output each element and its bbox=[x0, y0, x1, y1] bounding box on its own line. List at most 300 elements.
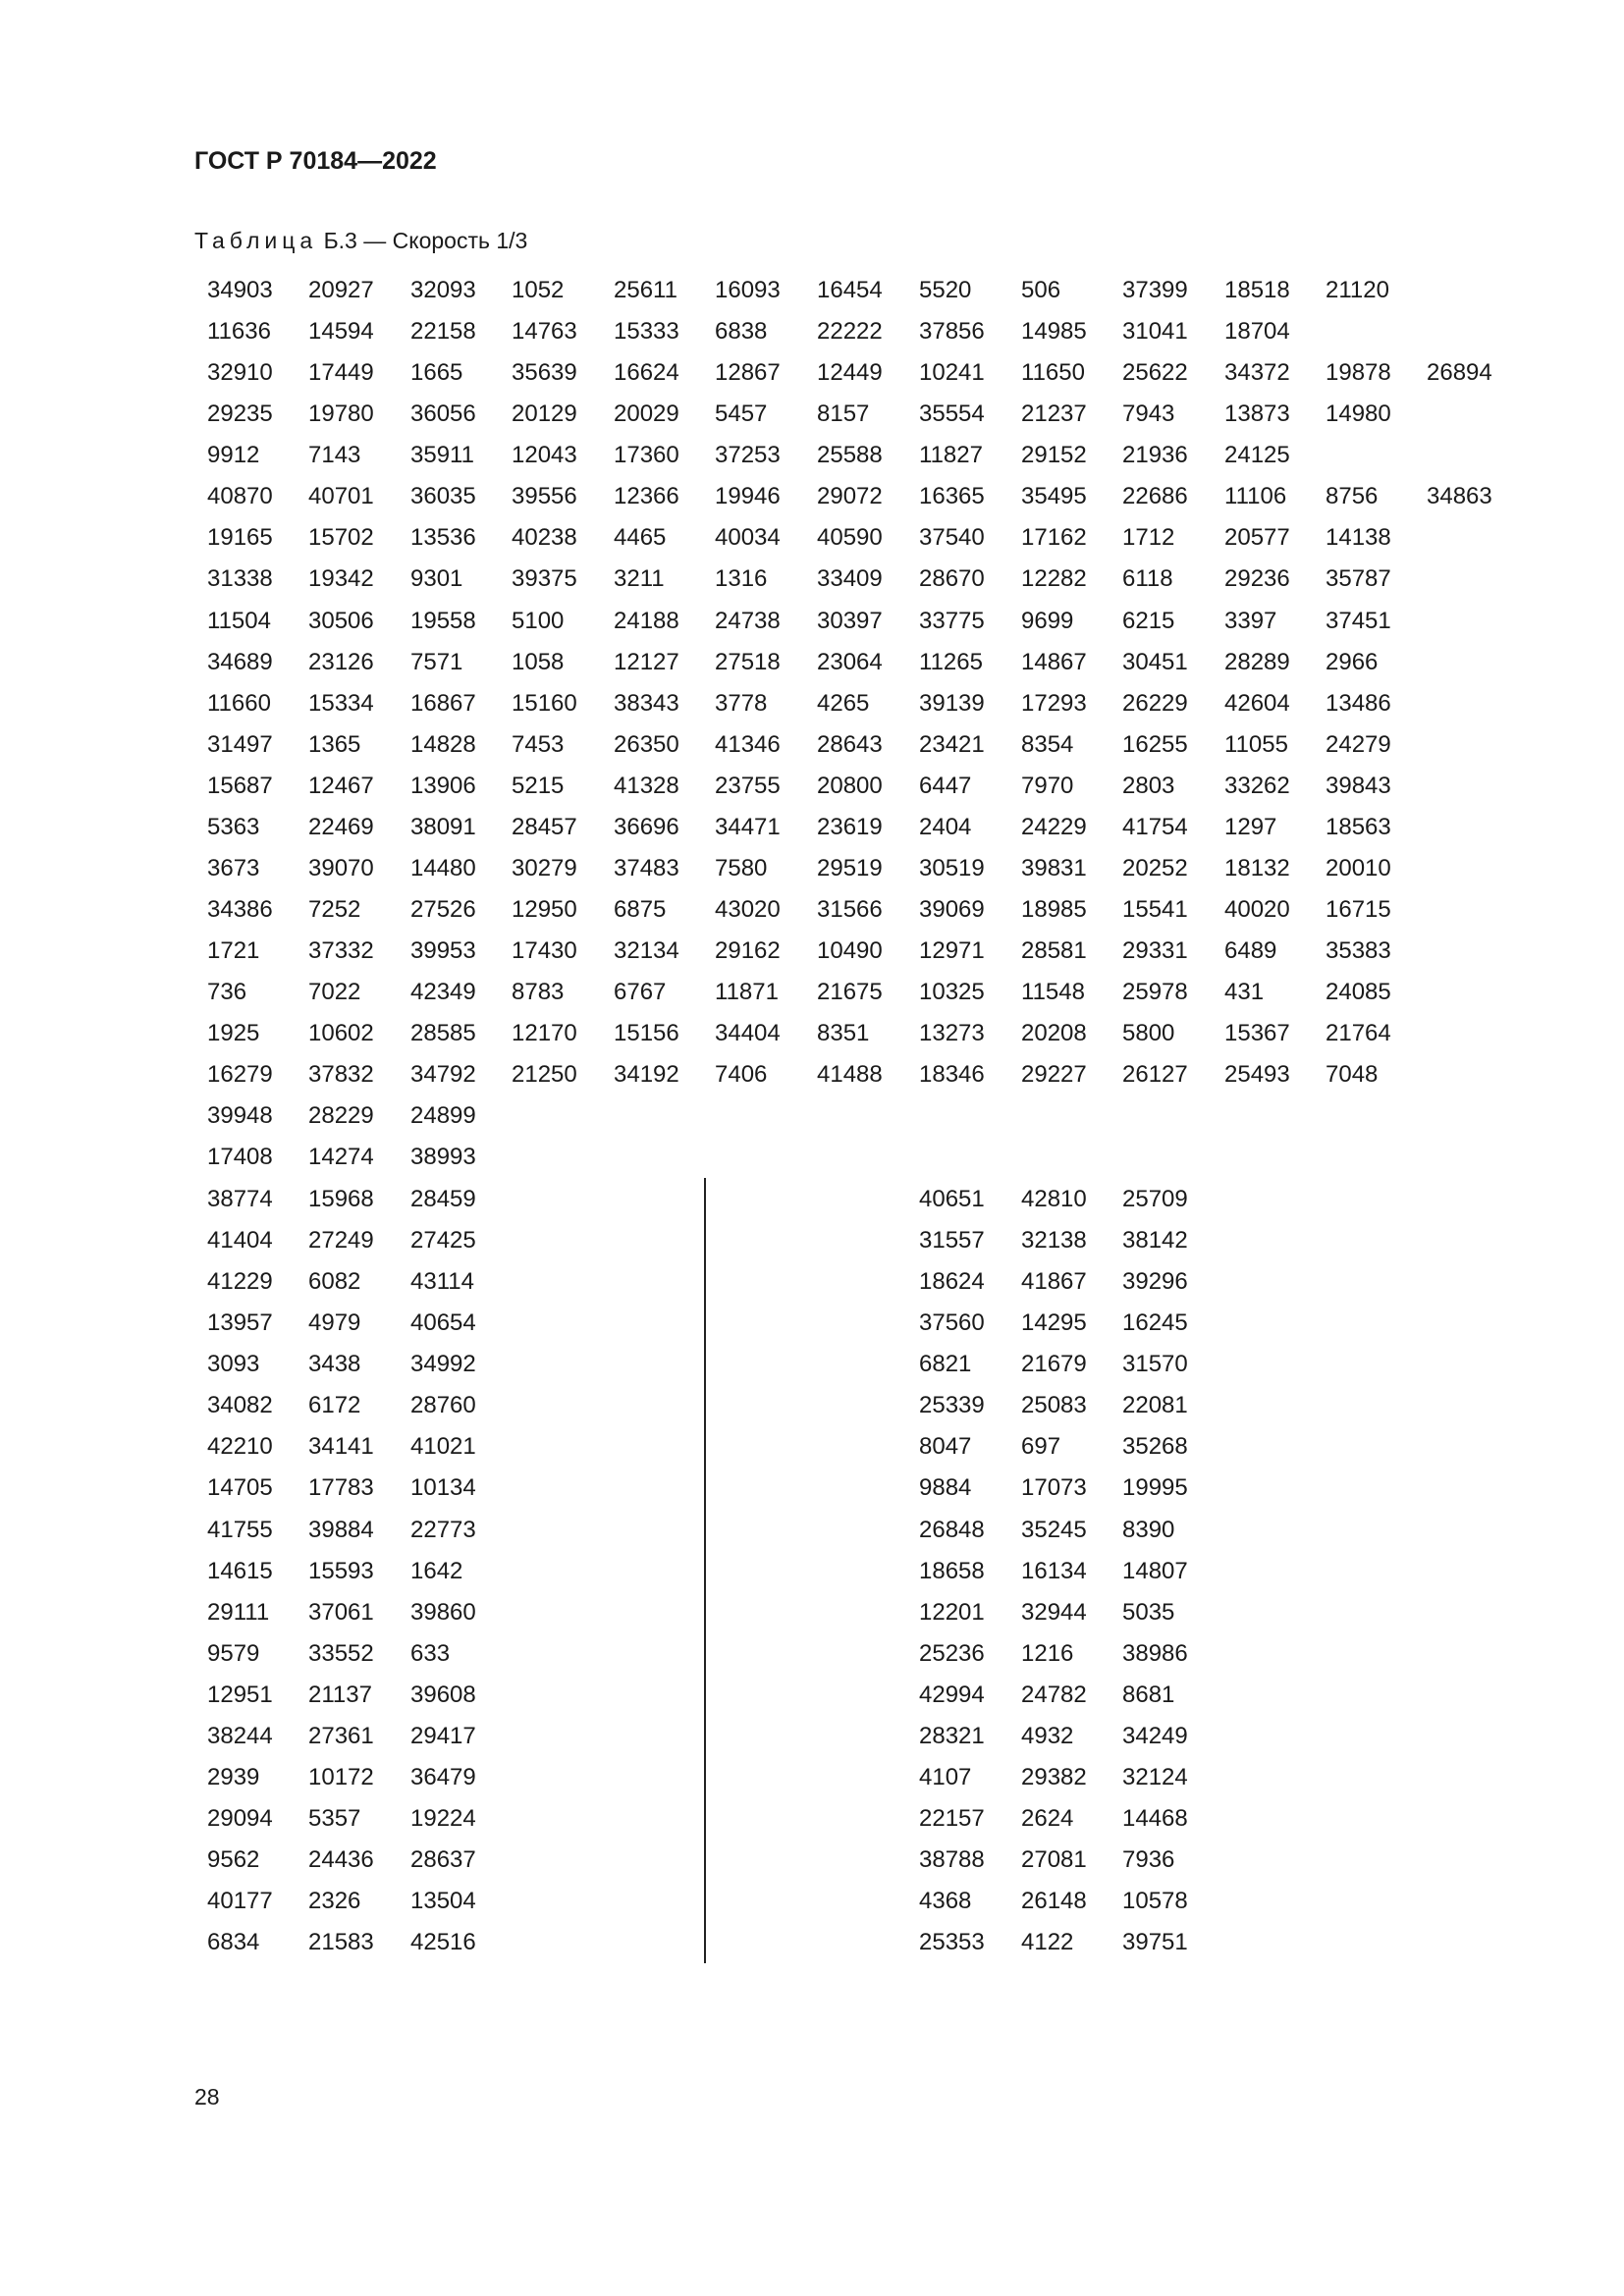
table-upper-cell: 36696 bbox=[614, 813, 679, 840]
table-upper-cell: 20927 bbox=[308, 277, 374, 303]
table-lower-left-cell: 17783 bbox=[308, 1474, 374, 1502]
table-upper-cell: 12170 bbox=[512, 1020, 577, 1047]
table-upper-cell: 26894 bbox=[1427, 359, 1492, 387]
table-upper-cell: 25978 bbox=[1122, 979, 1188, 1006]
table-upper-cell: 22469 bbox=[308, 813, 374, 840]
table-upper-row bbox=[0, 564, 1624, 594]
table-upper-cell: 10241 bbox=[919, 359, 985, 387]
table-lower-right-row bbox=[0, 1639, 1624, 1669]
table-upper-cell: 11055 bbox=[1224, 730, 1288, 758]
table-upper-cell: 30506 bbox=[308, 607, 374, 634]
table-lower-right-cell: 9884 bbox=[919, 1474, 972, 1502]
table-upper-cell: 14867 bbox=[1021, 648, 1087, 675]
table-upper-cell: 34863 bbox=[1427, 483, 1492, 510]
table-upper-cell: 3397 bbox=[1224, 607, 1277, 634]
table-upper-cell: 39070 bbox=[308, 854, 374, 881]
table-upper-cell: 31338 bbox=[207, 565, 273, 593]
table-upper-cell: 1721 bbox=[207, 937, 260, 965]
table-lower-left-cell: 4979 bbox=[308, 1309, 361, 1337]
table-upper-cell: 29152 bbox=[1021, 442, 1087, 469]
table-upper-cell: 18518 bbox=[1224, 277, 1290, 303]
table-upper-cell: 37856 bbox=[919, 318, 985, 346]
table-upper-cell: 10602 bbox=[308, 1020, 374, 1047]
table-upper-cell: 20800 bbox=[817, 772, 883, 799]
table-lower-right-cell: 41867 bbox=[1021, 1268, 1087, 1296]
table-upper-row bbox=[0, 813, 1624, 842]
table-upper-cell: 31041 bbox=[1122, 318, 1188, 346]
table-upper-cell: 7048 bbox=[1326, 1061, 1379, 1089]
table-lower-right-row bbox=[0, 1516, 1624, 1545]
table-upper-cell: 8354 bbox=[1021, 730, 1074, 758]
table-upper-cell: 31566 bbox=[817, 896, 883, 924]
table-lower-right-row bbox=[0, 1308, 1624, 1338]
table-lower-right-cell: 21679 bbox=[1021, 1351, 1087, 1378]
table-caption-label: Таблица bbox=[194, 228, 318, 253]
table-upper-cell: 19342 bbox=[308, 565, 374, 593]
table-upper-cell: 7252 bbox=[308, 896, 361, 924]
table-lower-right-cell: 32944 bbox=[1021, 1598, 1087, 1626]
table-upper-cell: 20029 bbox=[614, 400, 679, 428]
table-upper-cell: 4465 bbox=[614, 524, 667, 552]
table-upper-cell: 19558 bbox=[410, 607, 476, 634]
table-upper-cell: 37332 bbox=[308, 937, 374, 965]
table-lower-left-cell: 43114 bbox=[410, 1268, 474, 1296]
table-caption bbox=[194, 228, 527, 254]
table-lower-left-cell: 13504 bbox=[410, 1888, 476, 1915]
table-lower-right-cell: 25709 bbox=[1122, 1186, 1188, 1212]
table-lower-left-cell: 6082 bbox=[308, 1268, 361, 1296]
table-upper-cell: 32134 bbox=[614, 937, 679, 965]
table-upper-cell: 30279 bbox=[512, 854, 577, 881]
table-upper-cell: 39069 bbox=[919, 896, 985, 924]
table-upper-cell: 34792 bbox=[410, 1061, 476, 1089]
table-upper-cell: 20010 bbox=[1326, 854, 1391, 881]
table-upper-cell: 14274 bbox=[308, 1144, 374, 1171]
table-lower-left-cell: 38244 bbox=[207, 1722, 273, 1749]
table-upper-cell: 7453 bbox=[512, 730, 565, 758]
table-lower-right-cell: 25236 bbox=[919, 1639, 985, 1667]
table-upper-cell: 34689 bbox=[207, 648, 273, 675]
table-lower-right-cell: 17073 bbox=[1021, 1474, 1087, 1502]
table-lower-right-row bbox=[0, 1226, 1624, 1255]
table-upper-cell: 37399 bbox=[1122, 277, 1188, 303]
table-upper-cell: 14594 bbox=[308, 318, 374, 346]
table-upper-cell: 3673 bbox=[207, 854, 260, 881]
table-upper-cell: 2404 bbox=[919, 813, 972, 840]
table-upper-cell: 11871 bbox=[715, 979, 779, 1006]
table-lower-right-row bbox=[0, 1804, 1624, 1834]
table-lower-left-cell: 40654 bbox=[410, 1309, 476, 1337]
table-upper-cell: 11548 bbox=[1021, 979, 1085, 1006]
table-upper-cell: 1058 bbox=[512, 648, 565, 675]
table-upper-cell: 42349 bbox=[410, 979, 476, 1006]
table-upper-cell: 38993 bbox=[410, 1144, 476, 1171]
table-upper-cell: 20208 bbox=[1021, 1020, 1087, 1047]
table-upper-cell: 3211 bbox=[614, 565, 665, 593]
table-upper-cell: 34372 bbox=[1224, 359, 1290, 387]
table-upper-row bbox=[0, 1101, 1624, 1131]
table-lower-right-cell: 35245 bbox=[1021, 1516, 1087, 1543]
table-upper-cell: 33775 bbox=[919, 607, 985, 634]
table-upper-cell: 37483 bbox=[614, 854, 679, 881]
table-upper-cell: 7143 bbox=[308, 442, 361, 469]
table-upper-cell: 39831 bbox=[1021, 854, 1087, 881]
document-standard-title: ГОСТ Р 70184—2022 bbox=[194, 147, 437, 175]
table-upper-cell: 24125 bbox=[1224, 442, 1290, 469]
table-lower-left-cell: 14705 bbox=[207, 1474, 273, 1502]
table-upper-cell: 11650 bbox=[1021, 359, 1085, 387]
table-upper-cell: 35911 bbox=[410, 442, 474, 469]
table-upper-cell: 36056 bbox=[410, 400, 476, 428]
table-upper-cell: 34404 bbox=[715, 1020, 781, 1047]
table-upper-cell: 29519 bbox=[817, 854, 883, 881]
page-number: 28 bbox=[194, 2084, 220, 2109]
table-upper-cell: 13486 bbox=[1326, 689, 1391, 717]
table-upper-cell: 16867 bbox=[410, 689, 476, 717]
table-lower-right-row bbox=[0, 1473, 1624, 1503]
table-upper-cell: 14763 bbox=[512, 318, 577, 346]
table-upper-row bbox=[0, 441, 1624, 470]
table-lower-right-cell: 6821 bbox=[919, 1351, 972, 1378]
table-upper-cell: 42604 bbox=[1224, 689, 1290, 717]
table-upper-cell: 39556 bbox=[512, 483, 577, 510]
table-lower-left-cell: 29111 bbox=[207, 1598, 270, 1626]
table-lower-right-cell: 40651 bbox=[919, 1186, 985, 1212]
table-upper-cell: 23126 bbox=[308, 648, 374, 675]
table-upper-cell: 10325 bbox=[919, 979, 985, 1006]
table-upper-cell: 21250 bbox=[512, 1061, 577, 1089]
table-lower-left-cell: 9579 bbox=[207, 1639, 260, 1667]
table-upper-cell: 37451 bbox=[1326, 607, 1391, 634]
table-lower-right-cell: 8047 bbox=[919, 1433, 972, 1461]
table-upper-cell: 32093 bbox=[410, 277, 476, 303]
table-upper-row bbox=[0, 648, 1624, 677]
table-upper-cell: 21120 bbox=[1326, 277, 1389, 303]
table-lower-right-row bbox=[0, 1722, 1624, 1751]
table-upper-cell: 6489 bbox=[1224, 937, 1277, 965]
table-upper-cell: 24229 bbox=[1021, 813, 1087, 840]
table-upper-cell: 28457 bbox=[512, 813, 577, 840]
table-lower-left-cell: 6834 bbox=[207, 1929, 260, 1956]
table-upper-cell: 12449 bbox=[817, 359, 883, 387]
table-upper-cell: 37832 bbox=[308, 1061, 374, 1089]
table-lower-left-cell: 2939 bbox=[207, 1763, 260, 1790]
table-upper-cell: 4265 bbox=[817, 689, 870, 717]
table-upper-cell: 7571 bbox=[410, 648, 463, 675]
table-upper-cell: 40701 bbox=[308, 483, 374, 510]
table-upper-cell: 14985 bbox=[1021, 318, 1087, 346]
table-upper-cell: 8783 bbox=[512, 979, 565, 1006]
table-upper-cell: 5800 bbox=[1122, 1020, 1175, 1047]
table-upper-cell: 35383 bbox=[1326, 937, 1391, 965]
table-upper-cell: 12971 bbox=[919, 937, 985, 965]
table-upper-row bbox=[0, 400, 1624, 429]
table-upper-cell: 25611 bbox=[614, 277, 677, 303]
table-lower-left-cell: 37061 bbox=[308, 1598, 374, 1626]
table-upper-cell: 9912 bbox=[207, 442, 260, 469]
table-upper-cell: 41488 bbox=[817, 1061, 883, 1089]
table-upper-cell: 1925 bbox=[207, 1020, 260, 1047]
table-lower-right-row bbox=[0, 1391, 1624, 1420]
table-lower-right-row bbox=[0, 1432, 1624, 1462]
table-upper-cell: 12282 bbox=[1021, 565, 1087, 593]
table-lower-right-cell: 29382 bbox=[1021, 1763, 1087, 1790]
table-lower-right-cell: 22157 bbox=[919, 1805, 985, 1833]
table-upper-cell: 25622 bbox=[1122, 359, 1188, 387]
table-upper-cell: 22686 bbox=[1122, 483, 1188, 510]
table-lower-right-cell: 32124 bbox=[1122, 1763, 1188, 1790]
table-upper-row bbox=[0, 772, 1624, 801]
table-upper-cell: 40590 bbox=[817, 524, 883, 552]
table-lower-right-cell: 14295 bbox=[1021, 1309, 1087, 1337]
table-lower-left-cell: 6172 bbox=[308, 1392, 361, 1419]
table-upper-cell: 21936 bbox=[1122, 442, 1188, 469]
table-upper-cell: 41754 bbox=[1122, 813, 1188, 840]
table-upper-cell: 15541 bbox=[1122, 896, 1188, 924]
table-lower-right-cell: 42994 bbox=[919, 1681, 985, 1708]
table-upper-cell: 28229 bbox=[308, 1102, 374, 1130]
table-lower-left-cell: 42210 bbox=[207, 1433, 273, 1461]
table-lower-right-row bbox=[0, 1928, 1624, 1957]
table-upper-row bbox=[0, 1060, 1624, 1090]
table-upper-cell: 16715 bbox=[1326, 896, 1391, 924]
table-upper-cell: 35787 bbox=[1326, 565, 1391, 593]
table-upper-row bbox=[0, 276, 1624, 305]
table-upper-cell: 17293 bbox=[1021, 689, 1087, 717]
table-upper-cell: 21764 bbox=[1326, 1020, 1391, 1047]
table-lower-right-cell: 25339 bbox=[919, 1392, 985, 1419]
table-lower-right-cell: 10578 bbox=[1122, 1888, 1188, 1915]
table-upper-cell: 17408 bbox=[207, 1144, 273, 1171]
table-upper-cell: 22222 bbox=[817, 318, 883, 346]
table-upper-row bbox=[0, 1143, 1624, 1172]
table-upper-cell: 16279 bbox=[207, 1061, 273, 1089]
table-upper-cell: 14980 bbox=[1326, 400, 1391, 428]
table-upper-cell: 40020 bbox=[1224, 896, 1290, 924]
table-lower-left-cell: 27361 bbox=[308, 1722, 374, 1749]
table-lower-left-cell: 15593 bbox=[308, 1557, 374, 1584]
table-upper-cell: 15687 bbox=[207, 772, 273, 799]
table-upper-cell: 24279 bbox=[1326, 730, 1391, 758]
table-upper-cell: 29235 bbox=[207, 400, 273, 428]
table-lower-left-cell: 5357 bbox=[308, 1805, 361, 1833]
table-upper-cell: 11636 bbox=[207, 318, 271, 346]
table-upper-cell: 16093 bbox=[715, 277, 781, 303]
table-upper-cell: 8351 bbox=[817, 1020, 870, 1047]
table-upper-row bbox=[0, 936, 1624, 966]
table-lower-right-row bbox=[0, 1350, 1624, 1379]
table-upper-cell: 14138 bbox=[1326, 524, 1391, 552]
table-upper-cell: 506 bbox=[1021, 277, 1061, 303]
table-upper-cell: 20252 bbox=[1122, 854, 1188, 881]
table-lower-left-cell: 34141 bbox=[308, 1433, 374, 1461]
table-upper-cell: 8756 bbox=[1326, 483, 1379, 510]
table-upper-cell: 16365 bbox=[919, 483, 985, 510]
table-upper-cell: 39375 bbox=[512, 565, 577, 593]
table-upper-cell: 32910 bbox=[207, 359, 273, 387]
table-upper-cell: 23755 bbox=[715, 772, 781, 799]
table-lower-left-cell: 42516 bbox=[410, 1929, 476, 1956]
table-upper-cell: 28289 bbox=[1224, 648, 1290, 675]
table-upper-cell: 29227 bbox=[1021, 1061, 1087, 1089]
table-upper-cell: 9699 bbox=[1021, 607, 1074, 634]
table-lower-left-cell: 9562 bbox=[207, 1846, 260, 1874]
table-lower-right-cell: 25083 bbox=[1021, 1392, 1087, 1419]
table-upper-cell: 43020 bbox=[715, 896, 781, 924]
table-lower-left-cell: 28637 bbox=[410, 1846, 476, 1874]
table-upper-cell: 27518 bbox=[715, 648, 781, 675]
table-upper-cell: 12127 bbox=[614, 648, 679, 675]
table-upper-cell: 26127 bbox=[1122, 1061, 1188, 1089]
table-lower-left-cell: 38774 bbox=[207, 1186, 273, 1212]
table-upper-row bbox=[0, 482, 1624, 511]
table-lower-left-cell: 14615 bbox=[207, 1557, 273, 1584]
table-lower-left-cell: 21137 bbox=[308, 1681, 372, 1708]
table-upper-cell: 8157 bbox=[817, 400, 870, 428]
table-lower-left-cell: 36479 bbox=[410, 1763, 476, 1790]
table-upper-cell: 14828 bbox=[410, 730, 476, 758]
table-upper-cell: 11827 bbox=[919, 442, 983, 469]
table-upper-cell: 6447 bbox=[919, 772, 972, 799]
table-lower-right-row bbox=[0, 1185, 1624, 1214]
table-lower-right-cell: 5035 bbox=[1122, 1598, 1175, 1626]
table-lower-right-cell: 31557 bbox=[919, 1227, 985, 1255]
table-upper-cell: 11660 bbox=[207, 689, 271, 717]
table-lower-right-cell: 12201 bbox=[919, 1598, 985, 1626]
table-upper-cell: 12950 bbox=[512, 896, 577, 924]
table-upper-cell: 1712 bbox=[1122, 524, 1175, 552]
table-upper-cell: 29331 bbox=[1122, 937, 1188, 965]
table-upper-cell: 5520 bbox=[919, 277, 972, 303]
table-lower-right-cell: 32138 bbox=[1021, 1227, 1087, 1255]
table-upper-cell: 35495 bbox=[1021, 483, 1087, 510]
table-lower-left-cell: 10134 bbox=[410, 1474, 476, 1502]
table-upper-cell: 39843 bbox=[1326, 772, 1391, 799]
table-upper-cell: 12467 bbox=[308, 772, 374, 799]
table-lower-left-cell: 41755 bbox=[207, 1516, 273, 1543]
table-lower-right-cell: 28321 bbox=[919, 1722, 985, 1749]
table-upper-cell: 11265 bbox=[919, 648, 983, 675]
table-lower-right-cell: 35268 bbox=[1122, 1433, 1188, 1461]
table-upper-cell: 31497 bbox=[207, 730, 273, 758]
table-upper-cell: 28585 bbox=[410, 1020, 476, 1047]
table-lower-right-cell: 39751 bbox=[1122, 1929, 1188, 1956]
table-upper-cell: 37253 bbox=[715, 442, 781, 469]
table-upper-cell: 24085 bbox=[1326, 979, 1391, 1006]
table-upper-cell: 5100 bbox=[512, 607, 565, 634]
table-upper-cell: 41328 bbox=[614, 772, 679, 799]
table-lower-left-cell: 12951 bbox=[207, 1681, 273, 1708]
table-lower-right-cell: 697 bbox=[1021, 1433, 1061, 1461]
table-upper-row bbox=[0, 358, 1624, 388]
table-upper-cell: 18563 bbox=[1326, 813, 1391, 840]
table-upper-cell: 28643 bbox=[817, 730, 883, 758]
table-upper-cell: 30451 bbox=[1122, 648, 1188, 675]
table-lower-right-cell: 14468 bbox=[1122, 1805, 1188, 1833]
table-upper-cell: 40238 bbox=[512, 524, 577, 552]
table-upper-cell: 39139 bbox=[919, 689, 985, 717]
table-lower-right-cell: 27081 bbox=[1021, 1846, 1087, 1874]
table-lower-left-cell: 27425 bbox=[410, 1227, 476, 1255]
table-upper-cell: 15367 bbox=[1224, 1020, 1290, 1047]
table-lower-right-cell: 26848 bbox=[919, 1516, 985, 1543]
table-lower-left-cell: 34992 bbox=[410, 1351, 476, 1378]
table-upper-cell: 16255 bbox=[1122, 730, 1188, 758]
table-upper-cell: 17360 bbox=[614, 442, 679, 469]
table-lower-left-cell: 40177 bbox=[207, 1888, 273, 1915]
table-upper-cell: 7943 bbox=[1122, 400, 1175, 428]
table-upper-cell: 20129 bbox=[512, 400, 577, 428]
table-lower-left-cell: 41229 bbox=[207, 1268, 273, 1296]
table-upper-cell: 28581 bbox=[1021, 937, 1087, 965]
table-lower-right-cell: 4932 bbox=[1021, 1722, 1074, 1749]
table-upper-cell: 38343 bbox=[614, 689, 679, 717]
table-lower-left-cell: 633 bbox=[410, 1639, 451, 1667]
table-upper-row bbox=[0, 730, 1624, 760]
table-upper-cell: 12043 bbox=[512, 442, 577, 469]
table-lower-left-cell: 41021 bbox=[410, 1433, 476, 1461]
table-lower-left-cell: 29094 bbox=[207, 1805, 273, 1833]
table-upper-cell: 21237 bbox=[1021, 400, 1087, 428]
table-upper-cell: 11504 bbox=[207, 607, 271, 634]
table-upper-cell: 15334 bbox=[308, 689, 374, 717]
table-lower-left-cell: 3093 bbox=[207, 1351, 260, 1378]
table-upper-cell: 1316 bbox=[715, 565, 768, 593]
table-upper-cell: 40870 bbox=[207, 483, 273, 510]
table-upper-cell: 6215 bbox=[1122, 607, 1175, 634]
table-lower-left-cell: 27249 bbox=[308, 1227, 374, 1255]
table-lower-left-cell: 10172 bbox=[308, 1763, 374, 1790]
table-upper-cell: 15156 bbox=[614, 1020, 679, 1047]
table-upper-cell: 26229 bbox=[1122, 689, 1188, 717]
table-lower-right-cell: 38986 bbox=[1122, 1639, 1188, 1667]
table-upper-cell: 5363 bbox=[207, 813, 260, 840]
table-lower-right-row bbox=[0, 1681, 1624, 1710]
table-upper-cell: 29236 bbox=[1224, 565, 1290, 593]
table-lower-left-cell: 29417 bbox=[410, 1722, 476, 1749]
table-lower-right-cell: 26148 bbox=[1021, 1888, 1087, 1915]
table-upper-cell: 34386 bbox=[207, 896, 273, 924]
table-upper-cell: 29162 bbox=[715, 937, 781, 965]
table-lower-left-cell: 39884 bbox=[308, 1516, 374, 1543]
table-caption-text: Б.3 — Скорость 1/3 bbox=[323, 228, 528, 253]
table-lower-left-cell: 28459 bbox=[410, 1186, 476, 1212]
table-lower-left-cell: 33552 bbox=[308, 1639, 374, 1667]
table-lower-left-cell: 41404 bbox=[207, 1227, 273, 1255]
table-upper-cell: 23421 bbox=[919, 730, 985, 758]
table-upper-cell: 19165 bbox=[207, 524, 273, 552]
table-upper-cell: 17162 bbox=[1021, 524, 1087, 552]
table-lower-right-cell: 25353 bbox=[919, 1929, 985, 1956]
table-upper-cell: 28670 bbox=[919, 565, 985, 593]
table-upper-cell: 39948 bbox=[207, 1102, 273, 1130]
table-upper-cell: 17449 bbox=[308, 359, 374, 387]
table-lower-left-cell: 21583 bbox=[308, 1929, 374, 1956]
table-upper-cell: 13873 bbox=[1224, 400, 1290, 428]
table-upper-cell: 30397 bbox=[817, 607, 883, 634]
table-lower-right-row bbox=[0, 1267, 1624, 1297]
table-lower-right-cell: 37560 bbox=[919, 1309, 985, 1337]
table-upper-cell: 7406 bbox=[715, 1061, 768, 1089]
column-divider-line bbox=[704, 1178, 706, 1963]
table-upper-cell: 16624 bbox=[614, 359, 679, 387]
table-lower-right-cell: 19995 bbox=[1122, 1474, 1188, 1502]
table-lower-right-cell: 38142 bbox=[1122, 1227, 1188, 1255]
table-lower-left-cell: 39860 bbox=[410, 1598, 476, 1626]
table-upper-cell: 15702 bbox=[308, 524, 374, 552]
table-lower-right-cell: 2624 bbox=[1021, 1805, 1074, 1833]
table-upper-cell: 23064 bbox=[817, 648, 883, 675]
